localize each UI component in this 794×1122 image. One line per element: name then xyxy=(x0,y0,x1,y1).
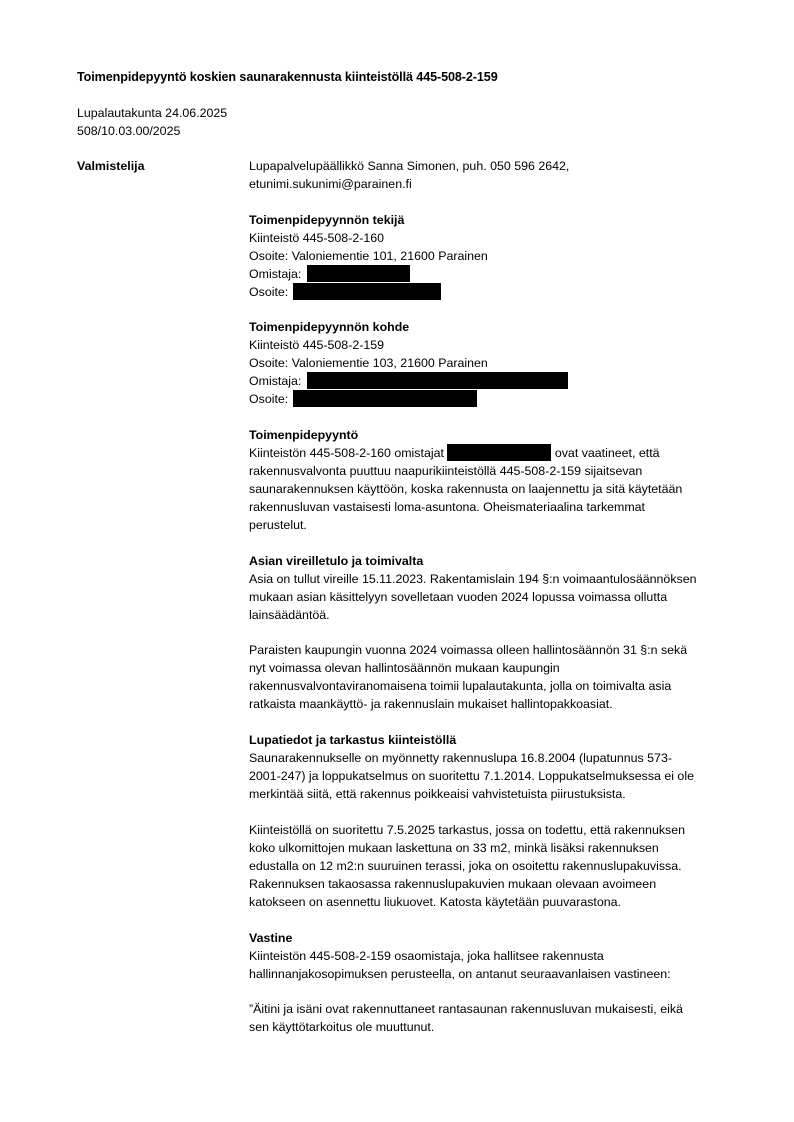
response-line: Kiinteistön 445-508-2-159 osaomistaja, joka hallitsee rakennusta xyxy=(249,948,604,963)
target-heading: Toimenpidepyynnön kohde xyxy=(249,320,410,335)
response-heading: Vastine xyxy=(249,930,293,945)
initiation-line: lainsäädäntöä. xyxy=(249,607,330,622)
requester-owner-label: Omistaja: xyxy=(249,266,302,281)
permits-line: katokseen on asennettu liukuovet. Katosta käytetään puuvarastona. xyxy=(249,894,621,909)
request-text: ovat vaatineet, että xyxy=(554,446,660,461)
redaction-block xyxy=(307,265,410,282)
meeting-date: Lupalautakunta 24.06.2025 xyxy=(77,106,228,120)
permits-line: Saunarakennukselle on myönnetty rakennuslupa 16.8.2004 (lupatunnus 573- xyxy=(249,751,672,766)
requester-property: Kiinteistö 445-508-2-160 xyxy=(249,230,385,245)
request-line xyxy=(249,444,749,462)
document-title: Toimenpidepyyntö koskien saunarakennusta kiinteistöllä 445-508-2-159 xyxy=(77,70,498,84)
document-meta xyxy=(77,104,227,140)
target-address: Osoite: Valoniementie 103, 21600 Parainen xyxy=(249,356,488,371)
permits-line: merkintää siitä, että rakennus poikkeaisi vahvistetuista piirustuksista. xyxy=(249,787,626,802)
requester-owner-address-line xyxy=(249,283,749,301)
case-number: 508/10.03.00/2025 xyxy=(77,124,181,138)
preparer-email: etunimi.sukunimi@parainen.fi xyxy=(249,177,412,191)
target-owner-label: Omistaja: xyxy=(249,374,302,389)
requester-address: Osoite: Valoniementie 101, 21600 Parainen xyxy=(249,248,488,263)
permits-line: koko ulkomittojen mukaan laskettuna on 33 m2, minkä lisäksi rakennuksen xyxy=(249,840,659,855)
response-line: ”Äitini ja isäni ovat rakennuttaneet rantasaunan rakennusluvan mukaisesti, eikä xyxy=(249,1002,683,1017)
response-line: hallinnanjakosopimuksen perusteella, on antanut seuraavanlaisen vastineen: xyxy=(249,966,671,981)
redaction-block xyxy=(447,444,551,461)
target-owner-line xyxy=(249,372,749,390)
permits-line: Kiinteistöllä on suoritettu 7.5.2025 tarkastus, jossa on todettu, että rakennuksen xyxy=(249,822,686,837)
target-property: Kiinteistö 445-508-2-159 xyxy=(249,338,385,353)
permits-line: Rakennuksen takaosassa rakennuslupakuvien mukaan olevaan avoimeen xyxy=(249,876,657,891)
permits-line: 2001-247) ja loppukatselmus on suoritettu 7.1.2014. Loppukatselmuksessa ei ole xyxy=(249,769,694,784)
request-line: rakennusvalvonta puuttuu naapurikiinteistöllä 445-508-2-159 sijaitsevan xyxy=(249,464,643,479)
initiation-line: rakennusvalvontaviranomaisena toimii lupalautakunta, jolla on toimivalta asia xyxy=(249,679,672,694)
preparer-line: Lupapalvelupäällikkö Sanna Simonen, puh. 050 596 2642, xyxy=(249,159,570,173)
initiation-line: Asia on tullut vireille 15.11.2023. Rakentamislain 194 §:n voimaantulosäännöksen xyxy=(249,571,697,586)
redaction-block xyxy=(307,372,568,389)
initiation-heading: Asian vireilletulo ja toimivalta xyxy=(249,553,424,568)
permits-line: edustalla on 12 m2:n suuruinen terassi, joka on osoitettu rakennuslupakuvissa. xyxy=(249,858,682,873)
response-line: sen käyttötarkoitus ole muuttunut. xyxy=(249,1020,435,1035)
requester-owner-line xyxy=(249,265,749,283)
request-line: saunarakennuksen käyttöön, koska rakennusta on laajennettu ja sitä käytetään xyxy=(249,482,683,497)
request-heading: Toimenpidepyyntö xyxy=(249,428,359,443)
permits-heading: Lupatiedot ja tarkastus kiinteistöllä xyxy=(249,733,457,748)
target-address-label: Osoite: xyxy=(249,392,289,407)
request-line: perustelut. xyxy=(249,518,307,533)
requester-heading: Toimenpidepyynnön tekijä xyxy=(249,212,405,227)
initiation-line: ratkaista maankäyttö- ja rakennuslain mukaiset hallintopakkoasiat. xyxy=(249,697,613,712)
document-body xyxy=(249,157,749,1036)
preparer-label: Valmistelija xyxy=(77,159,145,173)
request-line: rakennusluvan vastaisesti loma-asuntona. Oheismateriaalina tarkemmat xyxy=(249,500,646,515)
redaction-block xyxy=(293,283,441,300)
target-owner-address-line xyxy=(249,390,749,408)
initiation-line: mukaan asian käsittelyyn sovelletaan vuoden 2024 lopussa voimassa ollutta xyxy=(249,589,668,604)
request-text: Kiinteistön 445-508-2-160 omistajat xyxy=(249,446,444,461)
requester-address-label: Osoite: xyxy=(249,284,289,299)
initiation-line: Paraisten kaupungin vuonna 2024 voimassa olleen hallintosäännön 31 §:n sekä xyxy=(249,643,688,658)
redaction-block xyxy=(293,390,477,407)
initiation-line: nyt voimassa olevan hallintosäännön mukaan kaupungin xyxy=(249,661,560,676)
